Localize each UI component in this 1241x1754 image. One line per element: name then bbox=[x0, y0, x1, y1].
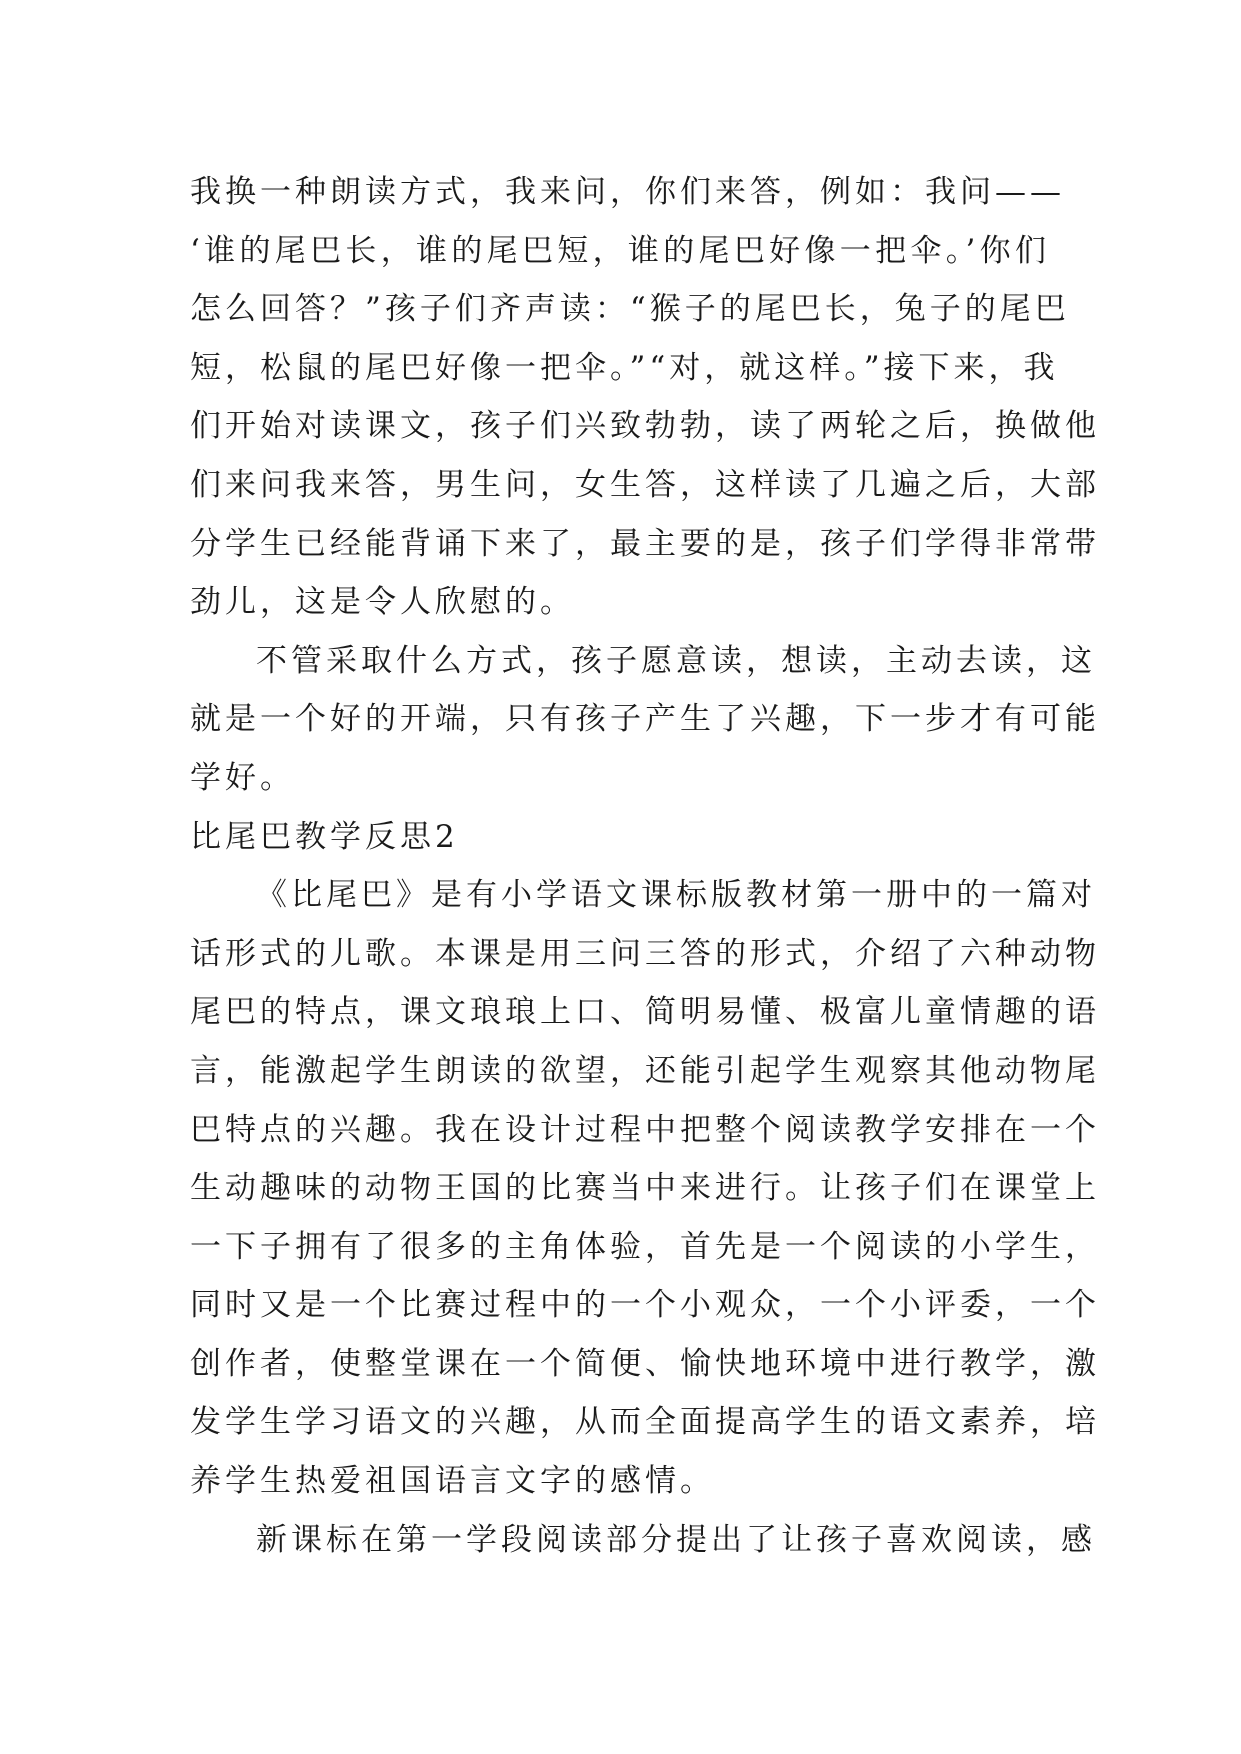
text-line: 言，能激起学生朗读的欲望，还能引起学生观察其他动物尾 bbox=[190, 1052, 1100, 1089]
text-line: 们来问我来答，男生问，女生答，这样读了几遍之后，大部 bbox=[190, 466, 1100, 503]
text-line: 怎么回答？”孩子们齐声读：“猴子的尾巴长，兔子的尾巴 bbox=[190, 291, 1070, 328]
text-line: 们开始对读课文，孩子们兴致勃勃，读了两轮之后，换做他 bbox=[190, 408, 1100, 445]
paragraph-3 bbox=[190, 866, 1100, 1511]
text-line: 话形式的儿歌。本课是用三问三答的形式，介绍了六种动物 bbox=[190, 935, 1100, 972]
paragraph-2 bbox=[190, 632, 1100, 808]
text-line: 新课标在第一学段阅读部分提出了让孩子喜欢阅读，感 bbox=[256, 1521, 1096, 1558]
paragraph-1 bbox=[190, 163, 1100, 632]
text-line: 分学生已经能背诵下来了，最主要的是，孩子们学得非常带 bbox=[190, 525, 1100, 562]
text-line: 短，松鼠的尾巴好像一把伞。”“对，就这样。”接下来，我 bbox=[190, 349, 1059, 386]
text-line: 创作者，使整堂课在一个简便、愉快地环境中进行教学，激 bbox=[190, 1345, 1100, 1382]
paragraph-4 bbox=[190, 1511, 1096, 1570]
section-heading: 比尾巴教学反思2 bbox=[190, 818, 459, 855]
text-line: 巴特点的兴趣。我在设计过程中把整个阅读教学安排在一个 bbox=[190, 1111, 1100, 1148]
text-line: 不管采取什么方式，孩子愿意读，想读，主动去读，这 bbox=[256, 642, 1096, 679]
text-line: 《比尾巴》是有小学语文课标版教材第一册中的一篇对 bbox=[256, 877, 1096, 914]
text-line: 劲儿，这是令人欣慰的。 bbox=[190, 584, 575, 621]
text-line: 就是一个好的开端，只有孩子产生了兴趣，下一步才有可能 bbox=[190, 701, 1100, 738]
text-line: ‘谁的尾巴长，谁的尾巴短，谁的尾巴好像一把伞。’你们 bbox=[190, 232, 1050, 269]
document-body bbox=[190, 163, 1100, 1569]
text-line: 学好。 bbox=[190, 759, 295, 796]
text-line: 养学生热爱祖国语言文字的感情。 bbox=[190, 1463, 715, 1500]
text-line: 发学生学习语文的兴趣，从而全面提高学生的语文素养，培 bbox=[190, 1404, 1100, 1441]
text-line: 同时又是一个比赛过程中的一个小观众，一个小评委，一个 bbox=[190, 1287, 1100, 1324]
text-line: 一下子拥有了很多的主角体验，首先是一个阅读的小学生， bbox=[190, 1228, 1100, 1265]
text-line: 尾巴的特点，课文琅琅上口、简明易懂、极富儿童情趣的语 bbox=[190, 994, 1100, 1031]
text-line: 生动趣味的动物王国的比赛当中来进行。让孩子们在课堂上 bbox=[190, 1170, 1100, 1207]
text-line: 我换一种朗读方式，我来问，你们来答，例如：我问—— bbox=[190, 174, 1065, 210]
